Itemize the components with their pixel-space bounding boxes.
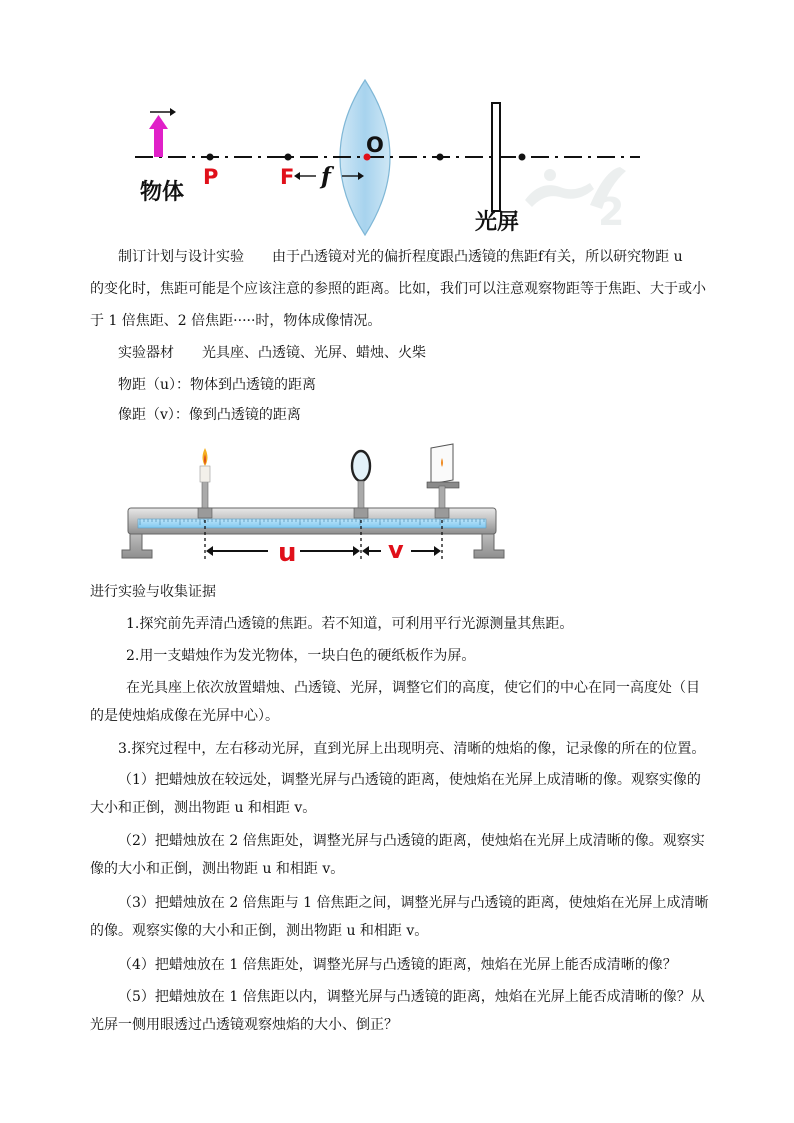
definition-v: 像距（v）：像到凸透镜的距离: [118, 407, 301, 423]
plan-heading: 制订计划与设计实验: [118, 249, 244, 265]
step-2b-line2: 的是使烛焰成像在光屏中心）。: [90, 708, 279, 724]
object-label: 物体: [140, 180, 185, 205]
plan-line1: 由于凸透镜对光的偏折程度跟凸透镜的焦距f有关，所以研究物距 u: [272, 249, 683, 265]
case-2-line2: 像的大小和正倒，测出物距 u 和相距 v。: [90, 861, 345, 877]
definition-u: 物距（u）：物体到凸透镜的距离: [118, 377, 317, 393]
plan-paragraph-line1: [118, 247, 683, 267]
equipment-label: 实验器材: [118, 345, 174, 361]
section-title: 进行实验与收集证据: [90, 584, 216, 600]
lens-diagram: [120, 75, 660, 240]
v-label: v: [388, 536, 404, 564]
screen-bar: [492, 103, 500, 211]
lens-holder-icon: [352, 451, 370, 518]
case-4: （4）把蜡烛放在 1 倍焦距处，调整光屏与凸透镜的距离，烛焰在光屏上能否成清晰的像？: [118, 957, 677, 973]
focal-symbol: f: [321, 163, 331, 190]
svg-text:2: 2: [598, 190, 625, 234]
screen-label: 光屏: [475, 210, 520, 235]
point-2f2-dot: [519, 154, 526, 161]
step-2b-line1: 在光具座上依次放置蜡烛、凸透镜、光屏，调整它们的高度，使它们的中心在同一高度处（目: [126, 680, 700, 696]
case-1-line2: 大小和正倒，测出物距 u 和相距 v。: [90, 800, 317, 816]
object-arrow-icon: [149, 115, 168, 157]
point-p-dot: [207, 154, 214, 161]
case-5-line1: （5）把蜡烛放在 1 倍焦距以内，调整光屏与凸透镜的距离，烛焰在光屏上能否成清晰的像？从: [118, 989, 705, 1005]
p-label: P: [203, 165, 219, 189]
plan-line3: 于 1 倍焦距、2 倍焦距·····时，物体成像情况。: [90, 313, 382, 329]
u-label: u: [278, 538, 297, 568]
step-1: 1.探究前先弄清凸透镜的焦距。若不知道，可利用平行光源测量其焦距。: [126, 616, 574, 632]
optical-bench-diagram: [118, 440, 508, 575]
step-3: 3.探究过程中，左右移动光屏，直到光屏上出现明亮、清晰的烛焰的像，记录像的所在的位置。: [118, 741, 706, 757]
watermark-logo: [525, 167, 626, 234]
screen-holder-icon: [427, 444, 459, 518]
f-label: F: [280, 165, 295, 189]
case-3-line2: 的像。观察实像的大小和正倒，测出物距 u 和相距 v。: [90, 923, 429, 939]
o-label: O: [366, 133, 384, 157]
point-f-dot: [285, 154, 292, 161]
point-f2-dot: [437, 154, 444, 161]
case-1-line1: （1）把蜡烛放在较远处，调整光屏与凸透镜的距离，使烛焰在光屏上成清晰的像。观察实像的: [118, 772, 701, 788]
plan-line2: 的变化时，焦距可能是个应该注意的参照的距离。比如，我们可以注意观察物距等于焦距、大于或小: [90, 281, 706, 297]
vector-arrow-icon: [150, 108, 176, 116]
equipment-line: [118, 343, 426, 363]
case-2-line1: （2）把蜡烛放在 2 倍焦距处，调整光屏与凸透镜的距离，使烛焰在光屏上成清晰的像。观察实: [118, 833, 705, 849]
case-5-line2: 光屏一侧用眼透过凸透镜观察烛焰的大小、倒正？: [90, 1017, 398, 1033]
equipment-items: 光具座、凸透镜、光屏、蜡烛、火柴: [202, 345, 426, 361]
case-3-line1: （3）把蜡烛放在 2 倍焦距与 1 倍焦距之间，调整光屏与凸透镜的距离，使烛焰在光屏上成清晰: [118, 895, 709, 911]
step-2: 2.用一支蜡烛作为发光物体，一块白色的硬纸板作为屏。: [126, 648, 476, 664]
